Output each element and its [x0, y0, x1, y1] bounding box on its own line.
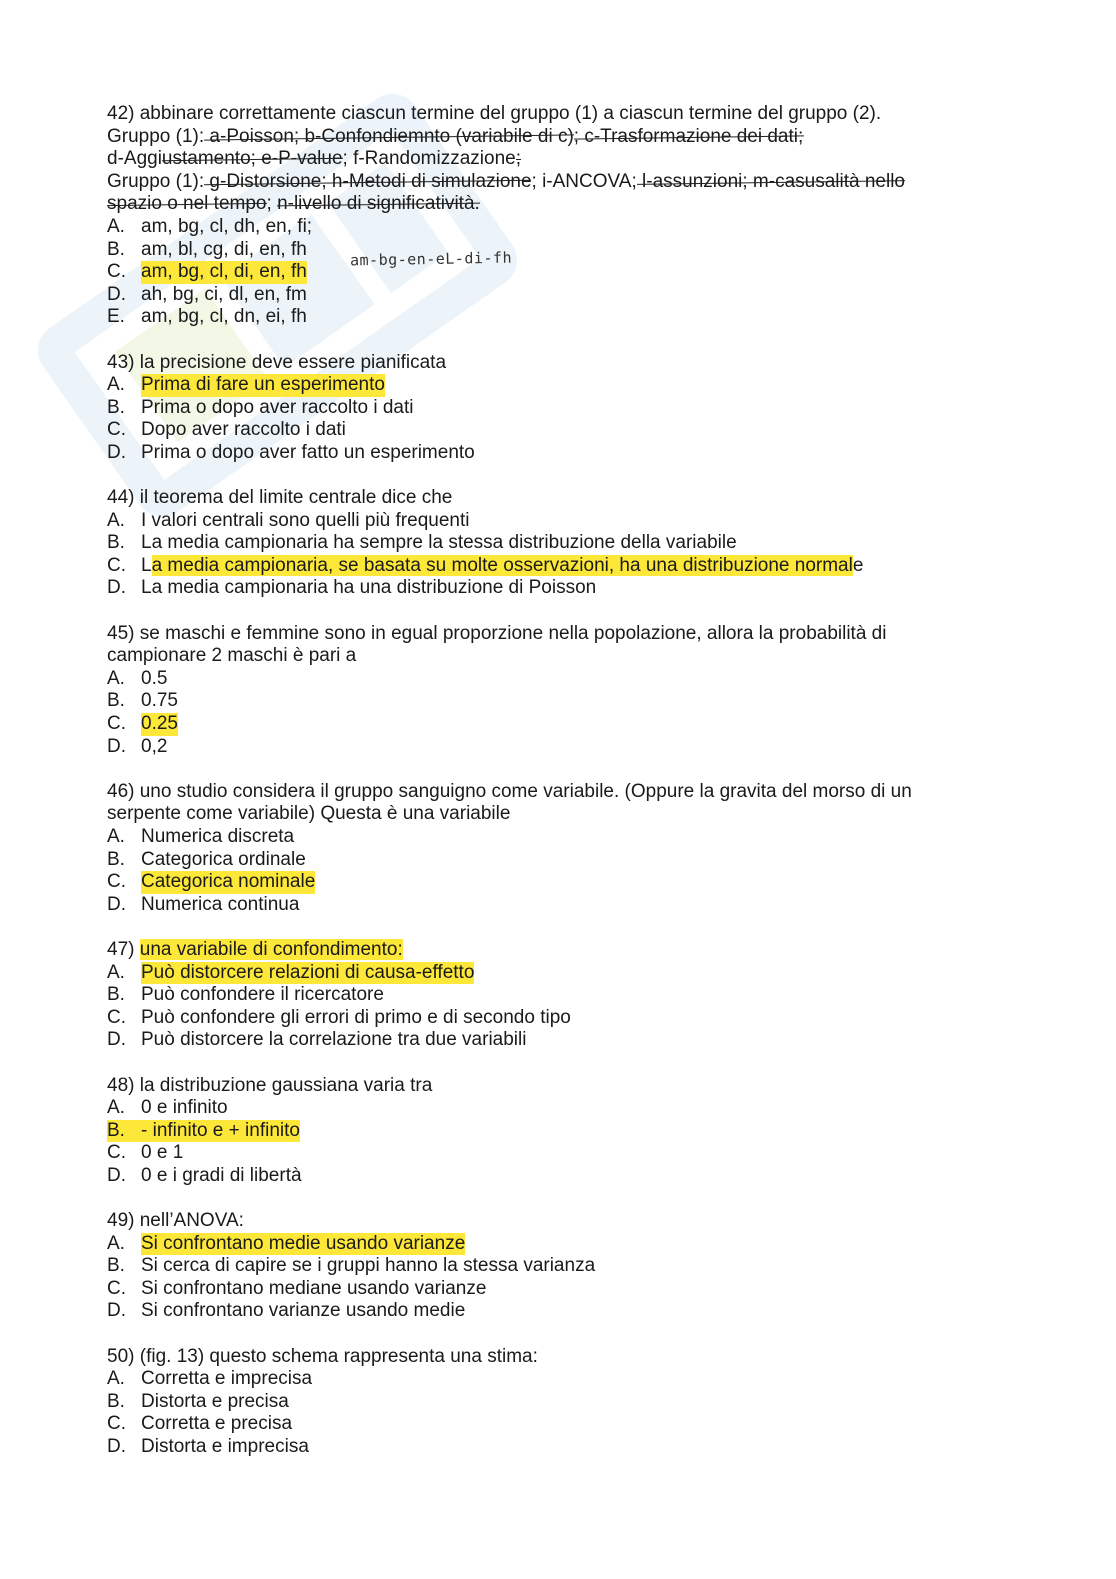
option-d: D. ah, bg, ci, dl, en, fm — [107, 283, 307, 305]
handwritten-note: am-bg-en-eL-di-fh — [349, 248, 513, 270]
question-43 — [107, 352, 1007, 465]
group-1-line: Gruppo (1): a-Poisson; b-Confondiemnto (variabile di c); c-Trasformazione dei dati; — [107, 125, 804, 147]
question-stem: 48) la distribuzione gaussiana varia tra — [107, 1074, 433, 1096]
option-a-highlighted: A. Prima di fare un esperimento — [107, 374, 385, 396]
question-stem: 45) se maschi e femmine sono in egual proporzione nella popolazione, allora la probabilità di — [107, 622, 887, 644]
option-d: D. La media campionaria ha una distribuzione di Poisson — [107, 577, 597, 599]
question-45 — [107, 623, 1007, 759]
question-47 — [107, 939, 1007, 1052]
option-c: C. 0 e 1 — [107, 1142, 184, 1164]
option-d: D. Può distorcere la correlazione tra due variabili — [107, 1029, 527, 1051]
option-b: B. Si cerca di capire se i gruppi hanno la stessa varianza — [107, 1255, 596, 1277]
question-46 — [107, 781, 1007, 917]
question-stem-2: campionare 2 maschi è pari a — [107, 645, 357, 667]
option-c: C. Corretta e precisa — [107, 1413, 293, 1435]
option-b: B. La media campionaria ha sempre la stessa distribuzione della variabile — [107, 532, 737, 554]
option-a-highlighted: A. Può distorcere relazioni di causa-effetto — [107, 961, 475, 983]
option-a: A. am, bg, cl, dh, en, fi; — [107, 215, 313, 237]
question-stem: 47) una variabile di confondimento: — [107, 938, 403, 960]
question-stem: 44) il teorema del limite centrale dice che — [107, 487, 453, 509]
question-42 — [107, 103, 1007, 329]
group-2-line: Gruppo (1): g-Distorsione; h-Metodi di simulazione; i-ANCOVA; l-assunzioni; m-casusalità nello — [107, 170, 905, 192]
question-48 — [107, 1075, 1007, 1188]
exam-page — [107, 103, 1007, 1481]
option-a: A. Corretta e imprecisa — [107, 1368, 313, 1390]
group-1-line-2: d-Aggiustamento; e-P-value; f-Randomizzazione; — [107, 148, 521, 170]
question-stem: 46) uno studio considera il gruppo sanguigno come variabile. (Oppure la gravita del morso di un — [107, 780, 912, 802]
option-b: B. Può confondere il ricercatore — [107, 984, 384, 1006]
option-a: A. I valori centrali sono quelli più frequenti — [107, 509, 470, 531]
option-c: C. Può confondere gli errori di primo e di secondo tipo — [107, 1006, 571, 1028]
option-b-highlighted: B. - infinito e + infinito — [107, 1119, 300, 1141]
option-b: B. am, bl, cg, di, en, fh — [107, 238, 307, 260]
option-c-highlighted: C. am, bg, cl, di, en, fh — [107, 261, 307, 283]
option-b: B. 0.75 — [107, 690, 178, 712]
option-d: D. 0,2 — [107, 735, 168, 757]
question-stem: 49) nell’ANOVA: — [107, 1210, 244, 1232]
option-b: B. Distorta e precisa — [107, 1390, 289, 1412]
option-d: D. Si confrontano varianze usando medie — [107, 1300, 466, 1322]
option-c: C. Dopo aver raccolto i dati — [107, 419, 346, 441]
option-a: A. 0 e infinito — [107, 1097, 228, 1119]
option-c-highlighted: C. 0.25 — [107, 713, 178, 735]
option-c-highlighted: C. Categorica nominale — [107, 871, 316, 893]
option-b: B. Prima o dopo aver raccolto i dati — [107, 396, 414, 418]
option-d: D. 0 e i gradi di libertà — [107, 1164, 302, 1186]
group-2-line-2: spazio o nel tempo; n-livello di significatività. — [107, 193, 480, 215]
option-c-highlighted: C. La media campionaria, se basata su molte osservazioni, ha una distribuzione normale — [107, 554, 864, 576]
question-stem-2: serpente come variabile) Questa è una variabile — [107, 803, 511, 825]
question-stem: 43) la precisione deve essere pianificata — [107, 351, 447, 373]
question-stem: 42) abbinare correttamente ciascun termine del gruppo (1) a ciascun termine del gruppo (2). — [107, 103, 882, 124]
option-a-highlighted: A. Si confrontano medie usando varianze — [107, 1232, 466, 1254]
question-49 — [107, 1210, 1007, 1323]
option-b: B. Categorica ordinale — [107, 848, 306, 870]
option-a: A. 0.5 — [107, 667, 168, 689]
option-d: D. Numerica continua — [107, 893, 300, 915]
question-stem: 50) (fig. 13) questo schema rappresenta una stima: — [107, 1345, 538, 1367]
question-44 — [107, 487, 1007, 600]
option-d: D. Prima o dopo aver fatto un esperimento — [107, 441, 475, 463]
question-50 — [107, 1346, 1007, 1459]
option-d: D. Distorta e imprecisa — [107, 1436, 309, 1458]
option-a: A. Numerica discreta — [107, 826, 295, 847]
option-e: E. am, bg, cl, dn, ei, fh — [107, 306, 307, 328]
option-c: C. Si confrontano mediane usando varianze — [107, 1277, 487, 1299]
